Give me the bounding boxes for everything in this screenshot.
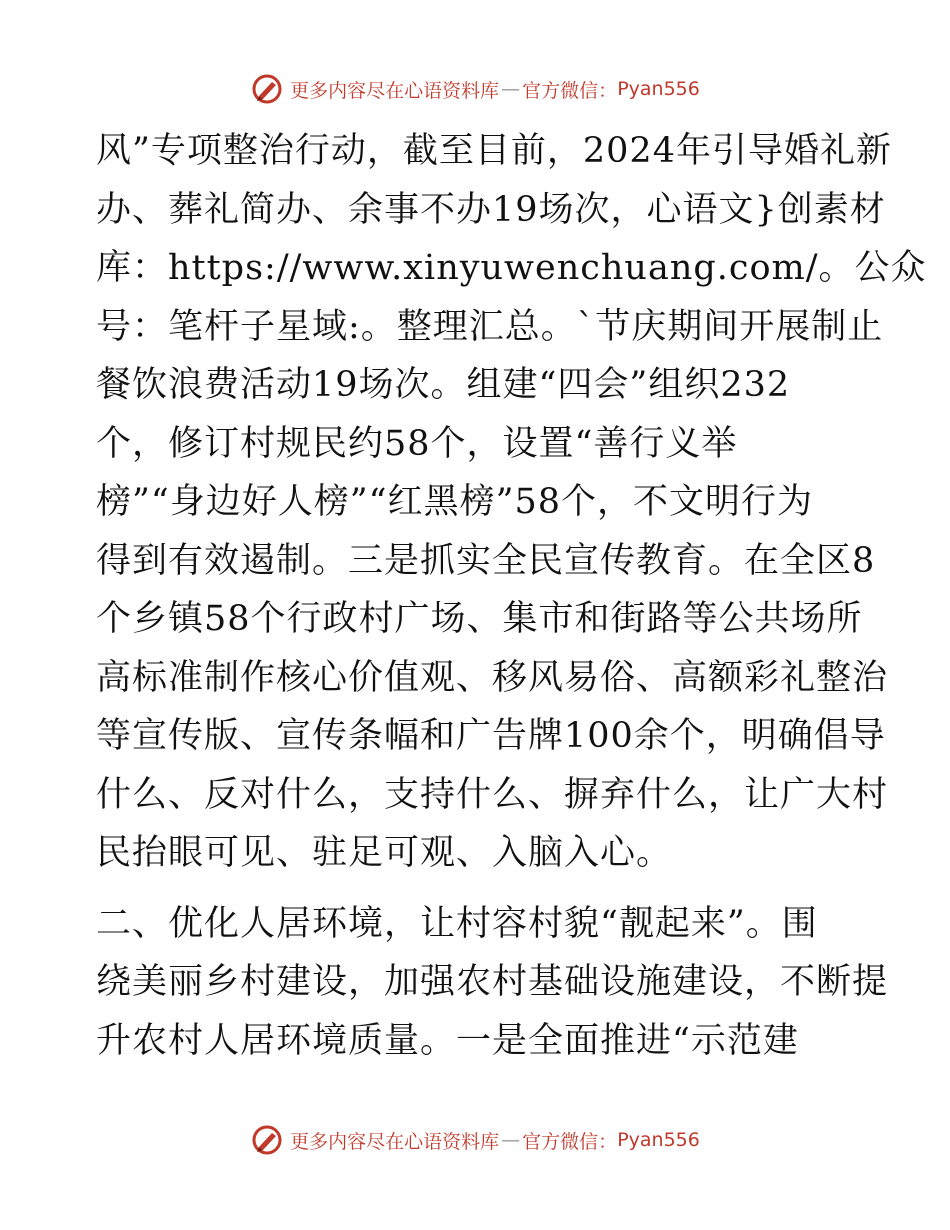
text-line: 民抬眼可见、驻足可观、入脑入心。 (96, 833, 673, 873)
banner-wechat-id: Pyan556 (617, 1129, 700, 1151)
banner-wechat-label: 官方微信： (522, 79, 618, 102)
banner-wechat-id: Pyan556 (617, 78, 700, 100)
pen-logo-icon (250, 72, 284, 106)
banner-wechat-label: 官方微信： (522, 1130, 618, 1153)
text-line: 榜”“身边好人榜”“红黑榜”58个，不文明行为 (96, 482, 814, 522)
text-line: 什么、反对什么，支持什么、摒弃什么，让广大村 (96, 774, 889, 815)
banner-site-text: 更多内容尽在心语资料库 (290, 1130, 500, 1153)
paragraph-2 (96, 895, 889, 1071)
pen-logo-icon (250, 1123, 284, 1157)
text-line: 餐饮浪费活动19场次。组建“四会”组织232 (96, 365, 791, 405)
text-line: 个乡镇58个行政村广场、集市和街路等公共场所 (96, 599, 863, 639)
banner-separator: — (501, 78, 521, 100)
text-line: 风”专项整治行动，截至目前，2024年引导婚礼新 (96, 131, 892, 171)
text-line: 库：https://www.xinyuwenchuang.com/。公众 (96, 248, 927, 288)
document-body (96, 122, 927, 1070)
banner-separator: — (501, 1129, 521, 1151)
footer-watermark-banner (0, 1123, 950, 1157)
text-line: 号：笔杆子星域:。整理汇总。`节庆期间开展制止 (96, 306, 884, 347)
banner-site-text: 更多内容尽在心语资料库 (290, 79, 500, 102)
text-line: 高标准制作核心价值观、移风易俗、高额彩礼整治 (96, 657, 889, 698)
paragraph-gap (96, 883, 856, 895)
header-watermark-banner (0, 72, 950, 106)
text-line: 得到有效遏制。三是抓实全民宣传教育。在全区8 (96, 540, 876, 581)
paragraph-1 (96, 122, 927, 883)
text-line: 个，修订村规民约58个，设置“善行义举 (96, 423, 738, 464)
text-line: 等宣传版、宣传条幅和广告牌100余个，明确倡导 (96, 716, 886, 756)
text-line: 办、葬礼简办、余事不办19场次，心语文}创素材 (96, 189, 886, 230)
text-line: 二、优化人居环境，让村容村貌“靓起来”。围 (96, 903, 818, 944)
text-line: 升农村人居环境质量。一是全面推进“示范建 (96, 1020, 799, 1061)
text-line: 绕美丽乡村建设，加强农村基础设施建设，不断提 (96, 962, 889, 1002)
